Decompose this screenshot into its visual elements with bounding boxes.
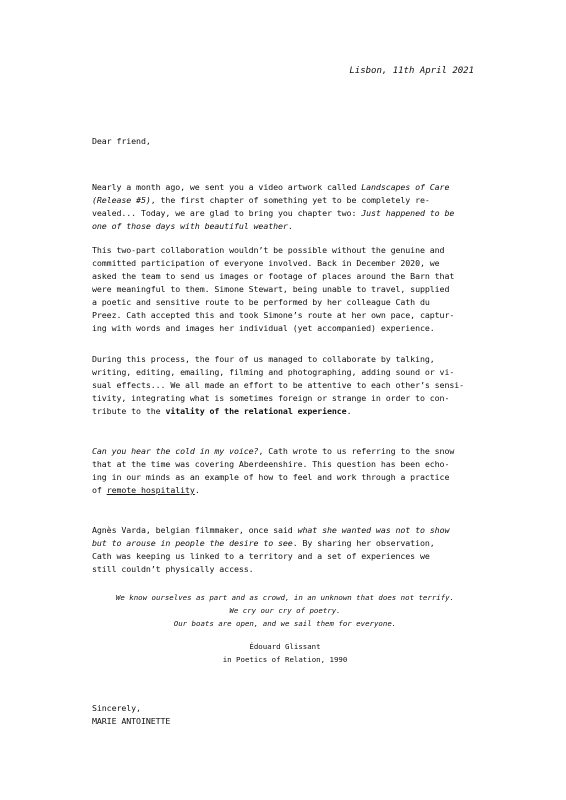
paragraph-line: ing with words and images her individual (yet accompanied) experience. bbox=[92, 323, 435, 333]
artwork-title: Landscapes of Care bbox=[361, 182, 450, 192]
emphasis-bold: vitality of the relational experience bbox=[165, 406, 347, 416]
varda-quote: what she wanted was not to show bbox=[297, 525, 450, 535]
paragraph-line: writing, editing, emailing, filming and photographing, adding sound or vi- bbox=[92, 367, 455, 377]
paragraph-cold-voice bbox=[92, 445, 478, 497]
text-segment: . bbox=[287, 221, 293, 231]
paragraph-line: a poetic and sensitive route to be performed by her colleague Cath du bbox=[92, 297, 430, 307]
text-segment: . bbox=[194, 485, 200, 495]
quote-line: We cry our cry of poetry. bbox=[229, 606, 341, 615]
paragraph-line: sual effects... We all made an effort to be attentive to each other’s sensi- bbox=[92, 380, 465, 390]
paragraph-line: still couldn’t physically access. bbox=[92, 564, 254, 574]
text-segment: . By sharing her observation, bbox=[292, 538, 435, 548]
paragraph-line: During this process, the four of us managed to collaborate by talking, bbox=[92, 354, 435, 364]
text-segment: , the first chapter of something yet to be completely re- bbox=[150, 195, 430, 205]
paragraph-line bbox=[92, 181, 478, 194]
paragraph-line: that at the time was covering Aberdeenshire. This question has been echo- bbox=[92, 459, 450, 469]
text-segment: of bbox=[92, 485, 107, 495]
text-segment: vealed... Today, we are glad to bring you chapter two: bbox=[92, 208, 362, 218]
paragraph-varda bbox=[92, 524, 478, 576]
paragraph-line bbox=[92, 405, 478, 418]
text-segment: Agnès Varda, belgian filmmaker, once said bbox=[92, 525, 298, 535]
paragraph-line bbox=[92, 220, 478, 233]
chapter-title-cont: one of those days with beautiful weather bbox=[92, 221, 288, 231]
quote-line: We know ourselves as part and as crowd, in an unknown that does not terrify. bbox=[115, 593, 455, 602]
paragraph-collaboration bbox=[92, 244, 478, 335]
text-segment: tribute to the bbox=[92, 406, 166, 416]
paragraph-line bbox=[92, 484, 478, 497]
letter-closing bbox=[92, 702, 478, 728]
signature: MARIE ANTOINETTE bbox=[92, 716, 171, 726]
paragraph-line: ing in our minds as an example of how to feel and work through a practice bbox=[92, 472, 450, 482]
paragraph-intro bbox=[92, 181, 478, 233]
quote-line: Our boats are open, and we sail them for everyone. bbox=[173, 619, 397, 628]
release-number: (Release #5) bbox=[92, 195, 151, 205]
paragraph-line: Cath was keeping us linked to a territory and a set of experiences we bbox=[92, 551, 430, 561]
paragraph-line bbox=[92, 194, 478, 207]
epigraph-quote bbox=[92, 591, 478, 630]
closing-text: Sincerely, bbox=[92, 703, 141, 713]
quoted-question: Can you hear the cold in my voice? bbox=[92, 446, 259, 456]
varda-quote-cont: but to arouse in people the desire to see bbox=[92, 538, 293, 548]
emphasis-underline: remote hospitality bbox=[106, 485, 195, 495]
paragraph-line: tivity, integrating what is sometimes foreign or strange in order to con- bbox=[92, 393, 450, 403]
text-segment: . bbox=[346, 406, 352, 416]
text-segment: , Cath wrote to us referring to the snow bbox=[258, 446, 455, 456]
paragraph-process bbox=[92, 353, 478, 418]
paragraph-line: This two-part collaboration wouldn’t be possible without the genuine and bbox=[92, 245, 445, 255]
paragraph-line bbox=[92, 537, 478, 550]
chapter-title: Just happened to be bbox=[361, 208, 455, 218]
quote-author: Édouard Glissant bbox=[249, 642, 321, 651]
text-segment: Nearly a month ago, we sent you a video artwork called bbox=[92, 182, 362, 192]
paragraph-line bbox=[92, 207, 478, 220]
paragraph-line bbox=[92, 524, 478, 537]
paragraph-line bbox=[92, 445, 478, 458]
letter-date: Lisbon, 11th April 2021 bbox=[349, 66, 474, 76]
paragraph-line: committed participation of everyone involved. Back in December 2020, we bbox=[92, 258, 440, 268]
paragraph-line: Preez. Cath accepted this and took Simone’s route at her own pace, captur- bbox=[92, 310, 455, 320]
quote-attribution bbox=[92, 640, 478, 666]
paragraph-line: were meaningful to them. Simone Stewart, being unable to travel, supplied bbox=[92, 284, 450, 294]
salutation: Dear friend, bbox=[92, 136, 151, 146]
paragraph-line: asked the team to send us images or footage of places around the Barn that bbox=[92, 271, 455, 281]
quote-source: in Poetics of Relation, 1990 bbox=[222, 655, 348, 664]
